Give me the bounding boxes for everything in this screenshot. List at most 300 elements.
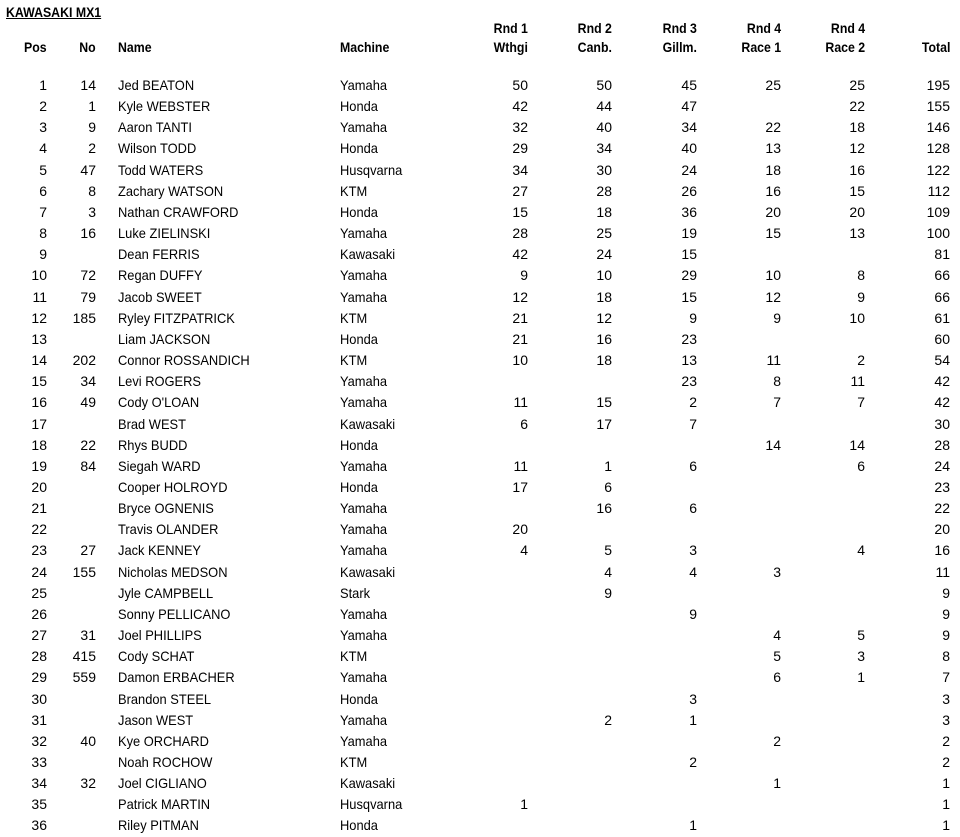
- round4-race1-points-cell: 9: [773, 309, 781, 326]
- total-points-cell: 2: [942, 754, 950, 770]
- round4-race2-points-cell: 15: [849, 182, 865, 199]
- round1-points-cell: 21: [512, 309, 528, 326]
- machine-cell: Yamaha: [340, 77, 388, 93]
- total-points-cell: 195: [926, 77, 950, 93]
- machine-cell: Kawasaki: [340, 415, 396, 432]
- round4-race1-points-cell: 3: [773, 563, 781, 580]
- round1-points-cell: 29: [512, 140, 528, 157]
- round3-points-cell: 40: [681, 140, 697, 157]
- round2-points-cell: 17: [596, 415, 612, 432]
- round3-points-cell: 15: [681, 246, 697, 263]
- header-round3-line1: Rnd 3: [662, 20, 697, 36]
- round4-race1-points-cell: 14: [765, 436, 781, 453]
- rider-name-cell: Siegah WARD: [118, 457, 201, 474]
- total-points-cell: 23: [934, 478, 950, 495]
- table-row: [0, 646, 960, 667]
- header-round3-line2: Gillm.: [662, 39, 697, 55]
- round2-points-cell: 18: [596, 352, 612, 369]
- total-points-cell: 54: [934, 352, 950, 369]
- rider-name-cell: Levi ROGERS: [118, 373, 202, 390]
- rider-number-cell: 84: [80, 457, 96, 474]
- round1-points-cell: 20: [512, 521, 528, 538]
- total-points-cell: 9: [942, 584, 950, 601]
- rider-number-cell: 155: [72, 563, 96, 580]
- round3-points-cell: 7: [689, 415, 697, 432]
- rider-name-cell: Ryley FITZPATRICK: [118, 309, 235, 326]
- rider-name-cell: Kyle WEBSTER: [118, 98, 211, 115]
- position-cell: 15: [31, 373, 47, 390]
- round4-race1-points-cell: 2: [773, 732, 781, 749]
- round3-points-cell: 36: [681, 203, 697, 220]
- rider-name-cell: Luke ZIELINSKI: [118, 225, 211, 242]
- round2-points-cell: 44: [596, 98, 612, 115]
- total-points-cell: 11: [935, 563, 950, 580]
- position-cell: 20: [31, 478, 47, 495]
- round4-race1-points-cell: 5: [773, 648, 781, 665]
- rider-name-cell: Riley PITMAN: [118, 817, 199, 834]
- machine-cell: KTM: [340, 309, 368, 326]
- position-cell: 1: [39, 77, 47, 93]
- rider-name-cell: Sonny PELLICANO: [118, 605, 231, 622]
- round4-race2-points-cell: 22: [849, 98, 865, 115]
- header-round3: [663, 19, 697, 57]
- rider-name-cell: Brad WEST: [118, 415, 186, 432]
- round1-points-cell: 1: [520, 796, 528, 813]
- round2-points-cell: 9: [604, 584, 612, 601]
- round4-race1-points-cell: 1: [773, 775, 781, 792]
- machine-cell: Honda: [340, 690, 378, 707]
- round1-points-cell: 28: [512, 225, 528, 242]
- table-row: [0, 667, 960, 688]
- round1-points-cell: 6: [520, 415, 528, 432]
- table-row: [0, 244, 960, 265]
- round2-points-cell: 5: [604, 542, 612, 559]
- rider-number-cell: 9: [88, 119, 96, 136]
- table-row: [0, 562, 960, 583]
- round2-points-cell: 16: [596, 330, 612, 347]
- position-cell: 31: [31, 711, 47, 728]
- round4-race2-points-cell: 9: [857, 288, 865, 305]
- rider-number-cell: 3: [88, 203, 96, 220]
- table-row: [0, 498, 960, 519]
- rider-number-cell: 202: [72, 352, 96, 369]
- header-round4-race1-line2: Race 1: [741, 39, 781, 55]
- machine-cell: Yamaha: [340, 394, 388, 411]
- total-points-cell: 9: [942, 627, 950, 644]
- round1-points-cell: 17: [512, 478, 528, 495]
- round4-race2-points-cell: 25: [849, 77, 865, 93]
- round3-points-cell: 2: [689, 754, 697, 770]
- total-points-cell: 128: [926, 140, 950, 157]
- round4-race2-points-cell: 18: [849, 119, 865, 136]
- table-row: [0, 773, 960, 794]
- round1-points-cell: 42: [512, 246, 528, 263]
- round3-points-cell: 47: [681, 98, 697, 115]
- rider-number-cell: 1: [88, 98, 96, 115]
- round4-race2-points-cell: 16: [849, 161, 865, 178]
- round3-points-cell: 3: [689, 690, 697, 707]
- rider-name-cell: Joel CIGLIANO: [118, 775, 207, 792]
- table-row: [0, 794, 960, 815]
- round2-points-cell: 18: [596, 203, 612, 220]
- total-points-cell: 122: [926, 161, 950, 178]
- header-round4-race2: [825, 19, 865, 57]
- rider-name-cell: Jed BEATON: [118, 77, 195, 93]
- position-cell: 27: [31, 627, 47, 644]
- table-row: [0, 752, 960, 773]
- machine-cell: Yamaha: [340, 267, 388, 284]
- machine-cell: KTM: [340, 648, 368, 665]
- round4-race1-points-cell: 6: [773, 669, 781, 686]
- round1-points-cell: 12: [512, 288, 528, 305]
- table-row: [0, 265, 960, 286]
- round4-race2-points-cell: 6: [857, 457, 865, 474]
- position-cell: 7: [39, 203, 47, 220]
- table-row: [0, 689, 960, 710]
- round4-race1-points-cell: 25: [765, 77, 781, 93]
- round4-race2-points-cell: 3: [857, 648, 865, 665]
- header-round2-line1: Rnd 2: [577, 20, 612, 36]
- round4-race1-points-cell: 11: [766, 352, 781, 369]
- table-row: [0, 371, 960, 392]
- round4-race1-points-cell: 8: [773, 373, 781, 390]
- total-points-cell: 109: [926, 203, 950, 220]
- table-row: [0, 435, 960, 456]
- round3-points-cell: 9: [689, 605, 697, 622]
- round4-race2-points-cell: 13: [849, 225, 865, 242]
- machine-cell: Yamaha: [340, 521, 388, 538]
- round2-points-cell: 25: [596, 225, 612, 242]
- rider-name-cell: Connor ROSSANDICH: [118, 352, 250, 369]
- rider-number-cell: 559: [72, 669, 96, 686]
- table-row: [0, 710, 960, 731]
- round4-race1-points-cell: 10: [765, 267, 781, 284]
- round3-points-cell: 34: [681, 119, 697, 136]
- rider-name-cell: Jacob SWEET: [118, 288, 202, 305]
- table-row: [0, 350, 960, 371]
- table-row: [0, 308, 960, 329]
- position-cell: 30: [31, 690, 47, 707]
- round4-race1-points-cell: 16: [765, 182, 781, 199]
- rider-name-cell: Cody O'LOAN: [118, 394, 200, 411]
- total-points-cell: 61: [934, 309, 950, 326]
- rider-name-cell: Rhys BUDD: [118, 436, 188, 453]
- machine-cell: Stark: [340, 584, 371, 601]
- position-cell: 22: [31, 521, 47, 538]
- round1-points-cell: 42: [512, 98, 528, 115]
- total-points-cell: 155: [926, 98, 950, 115]
- round2-points-cell: 16: [596, 500, 612, 517]
- position-cell: 2: [39, 98, 47, 115]
- table-row: [0, 117, 960, 138]
- round4-race2-points-cell: 11: [850, 373, 865, 390]
- table-row: [0, 815, 960, 836]
- round3-points-cell: 4: [689, 563, 697, 580]
- rider-number-cell: 27: [80, 542, 96, 559]
- rider-name-cell: Cooper HOLROYD: [118, 478, 228, 495]
- round3-points-cell: 13: [681, 352, 697, 369]
- table-row: [0, 202, 960, 223]
- rider-name-cell: Patrick MARTIN: [118, 796, 211, 813]
- table-row: [0, 519, 960, 540]
- rider-number-cell: 16: [80, 225, 96, 242]
- document-title: KAWASAKI MX1: [6, 4, 102, 20]
- round1-points-cell: 11: [513, 394, 528, 411]
- round2-points-cell: 30: [596, 161, 612, 178]
- machine-cell: Yamaha: [340, 732, 388, 749]
- round2-points-cell: 10: [596, 267, 612, 284]
- rider-name-cell: Dean FERRIS: [118, 246, 200, 263]
- table-row: [0, 392, 960, 413]
- round3-points-cell: 2: [689, 394, 697, 411]
- position-cell: 16: [31, 394, 47, 411]
- round3-points-cell: 26: [681, 182, 697, 199]
- table-row: [0, 456, 960, 477]
- position-cell: 23: [31, 542, 47, 559]
- total-points-cell: 1: [942, 796, 950, 813]
- header-machine: Machine: [340, 39, 390, 55]
- round3-points-cell: 1: [689, 817, 697, 834]
- total-points-cell: 146: [926, 119, 950, 136]
- position-cell: 32: [31, 732, 47, 749]
- header-round4-race1-line1: Rnd 4: [746, 20, 781, 36]
- total-points-cell: 7: [942, 669, 950, 686]
- round4-race2-points-cell: 7: [857, 394, 865, 411]
- round4-race2-points-cell: 2: [857, 352, 865, 369]
- total-points-cell: 1: [942, 817, 950, 834]
- table-row: [0, 75, 960, 96]
- round2-points-cell: 2: [604, 711, 612, 728]
- machine-cell: Yamaha: [340, 457, 388, 474]
- rider-name-cell: Bryce OGNENIS: [118, 500, 214, 517]
- machine-cell: Husqvarna: [340, 161, 403, 178]
- total-points-cell: 3: [942, 711, 950, 728]
- rider-number-cell: 22: [80, 436, 96, 453]
- machine-cell: Yamaha: [340, 119, 388, 136]
- round2-points-cell: 4: [604, 563, 612, 580]
- machine-cell: Yamaha: [340, 542, 388, 559]
- rider-name-cell: Jack KENNEY: [118, 542, 202, 559]
- table-row: [0, 625, 960, 646]
- machine-cell: KTM: [340, 182, 368, 199]
- total-points-cell: 100: [926, 225, 950, 242]
- round3-points-cell: 3: [689, 542, 697, 559]
- table-row: [0, 731, 960, 752]
- total-points-cell: 22: [934, 500, 950, 517]
- machine-cell: Yamaha: [340, 605, 388, 622]
- rider-number-cell: 2: [88, 140, 96, 157]
- machine-cell: Kawasaki: [340, 246, 396, 263]
- rider-number-cell: 47: [80, 161, 96, 178]
- round4-race2-points-cell: 4: [857, 542, 865, 559]
- rider-number-cell: 8: [88, 182, 96, 199]
- machine-cell: Yamaha: [340, 225, 388, 242]
- total-points-cell: 112: [927, 182, 950, 199]
- table-row: [0, 604, 960, 625]
- total-points-cell: 30: [934, 415, 950, 432]
- total-points-cell: 9: [942, 605, 950, 622]
- position-cell: 5: [39, 161, 47, 178]
- round4-race2-points-cell: 8: [857, 267, 865, 284]
- rider-name-cell: Travis OLANDER: [118, 521, 219, 538]
- header-round4-race2-line1: Rnd 4: [830, 20, 865, 36]
- round3-points-cell: 29: [681, 267, 697, 284]
- machine-cell: Honda: [340, 98, 378, 115]
- position-cell: 35: [31, 796, 47, 813]
- position-cell: 34: [31, 775, 47, 792]
- total-points-cell: 81: [934, 246, 950, 263]
- total-points-cell: 42: [934, 394, 950, 411]
- round3-points-cell: 23: [681, 373, 697, 390]
- machine-cell: Honda: [340, 140, 378, 157]
- table-row: [0, 223, 960, 244]
- position-cell: 11: [32, 288, 47, 305]
- position-cell: 19: [31, 457, 47, 474]
- table-row: [0, 477, 960, 498]
- machine-cell: KTM: [340, 754, 368, 770]
- header-pos: Pos: [24, 39, 47, 55]
- round4-race1-points-cell: 13: [765, 140, 781, 157]
- table-row: [0, 138, 960, 159]
- rider-name-cell: Todd WATERS: [118, 161, 204, 178]
- round2-points-cell: 6: [604, 478, 612, 495]
- round4-race2-points-cell: 20: [849, 203, 865, 220]
- round3-points-cell: 15: [681, 288, 697, 305]
- rider-name-cell: Damon ERBACHER: [118, 669, 235, 686]
- machine-cell: Honda: [340, 203, 378, 220]
- table-row: [0, 160, 960, 181]
- machine-cell: Yamaha: [340, 627, 388, 644]
- header-total: Total: [921, 39, 950, 55]
- round4-race1-points-cell: 15: [765, 225, 781, 242]
- position-cell: 24: [31, 563, 47, 580]
- rider-name-cell: Aaron TANTI: [118, 119, 192, 136]
- round1-points-cell: 21: [512, 330, 528, 347]
- round1-points-cell: 9: [520, 267, 528, 284]
- machine-cell: Kawasaki: [340, 563, 396, 580]
- rider-number-cell: 49: [80, 394, 96, 411]
- header-round4-race1: [741, 19, 781, 57]
- total-points-cell: 16: [934, 542, 950, 559]
- rider-name-cell: Jyle CAMPBELL: [118, 584, 214, 601]
- total-points-cell: 20: [934, 521, 950, 538]
- round2-points-cell: 24: [596, 246, 612, 263]
- round4-race1-points-cell: 4: [773, 627, 781, 644]
- machine-cell: Honda: [340, 436, 378, 453]
- total-points-cell: 66: [934, 288, 950, 305]
- rider-number-cell: 79: [80, 288, 96, 305]
- total-points-cell: 2: [942, 732, 950, 749]
- round1-points-cell: 4: [520, 542, 528, 559]
- round2-points-cell: 40: [596, 119, 612, 136]
- header-round4-race2-line2: Race 2: [825, 39, 865, 55]
- round4-race2-points-cell: 5: [857, 627, 865, 644]
- header-round1-line1: Rnd 1: [493, 20, 528, 36]
- machine-cell: Yamaha: [340, 288, 388, 305]
- rider-number-cell: 34: [80, 373, 96, 390]
- round3-points-cell: 19: [681, 225, 697, 242]
- total-points-cell: 42: [934, 373, 950, 390]
- header-round2-line2: Canb.: [577, 39, 612, 55]
- position-cell: 9: [39, 246, 47, 263]
- round2-points-cell: 12: [596, 309, 612, 326]
- machine-cell: Husqvarna: [340, 796, 403, 813]
- rider-number-cell: 32: [80, 775, 96, 792]
- rider-name-cell: Brandon STEEL: [118, 690, 212, 707]
- header-round1: [494, 19, 528, 57]
- total-points-cell: 1: [942, 775, 950, 792]
- round1-points-cell: 10: [512, 352, 528, 369]
- table-row: [0, 540, 960, 561]
- round1-points-cell: 15: [512, 203, 528, 220]
- rider-name-cell: Regan DUFFY: [118, 267, 203, 284]
- round3-points-cell: 6: [689, 500, 697, 517]
- rider-name-cell: Liam JACKSON: [118, 330, 211, 347]
- total-points-cell: 66: [934, 267, 950, 284]
- header-round2: [578, 19, 612, 57]
- round4-race1-points-cell: 22: [765, 119, 781, 136]
- round2-points-cell: 34: [596, 140, 612, 157]
- position-cell: 17: [31, 415, 47, 432]
- position-cell: 28: [31, 648, 47, 665]
- rider-number-cell: 415: [72, 648, 96, 665]
- round2-points-cell: 18: [596, 288, 612, 305]
- round1-points-cell: 11: [513, 457, 528, 474]
- table-row: [0, 414, 960, 435]
- table-row: [0, 329, 960, 350]
- rider-name-cell: Cody SCHAT: [118, 648, 195, 665]
- round1-points-cell: 27: [512, 182, 528, 199]
- machine-cell: Honda: [340, 478, 378, 495]
- rider-number-cell: 40: [80, 732, 96, 749]
- table-row: [0, 181, 960, 202]
- round1-points-cell: 50: [512, 77, 528, 93]
- rider-name-cell: Kye ORCHARD: [118, 732, 209, 749]
- total-points-cell: 60: [934, 330, 950, 347]
- machine-cell: Yamaha: [340, 669, 388, 686]
- table-row: [0, 96, 960, 117]
- rider-name-cell: Joel PHILLIPS: [118, 627, 202, 644]
- header-name: Name: [118, 39, 152, 55]
- position-cell: 14: [31, 352, 47, 369]
- round4-race1-points-cell: 7: [773, 394, 781, 411]
- position-cell: 10: [31, 267, 47, 284]
- machine-cell: Kawasaki: [340, 775, 396, 792]
- round4-race1-points-cell: 18: [765, 161, 781, 178]
- round3-points-cell: 23: [681, 330, 697, 347]
- position-cell: 36: [31, 817, 47, 834]
- round4-race2-points-cell: 1: [857, 669, 865, 686]
- round3-points-cell: 1: [689, 711, 697, 728]
- round4-race2-points-cell: 12: [849, 140, 865, 157]
- rider-name-cell: Jason WEST: [118, 711, 194, 728]
- machine-cell: Yamaha: [340, 373, 388, 390]
- rider-number-cell: 31: [80, 627, 96, 644]
- round2-points-cell: 15: [596, 394, 612, 411]
- round3-points-cell: 45: [681, 77, 697, 93]
- round2-points-cell: 1: [604, 457, 612, 474]
- rider-name-cell: Nathan CRAWFORD: [118, 203, 239, 220]
- position-cell: 25: [31, 584, 47, 601]
- position-cell: 13: [31, 330, 47, 347]
- machine-cell: Honda: [340, 817, 378, 834]
- round4-race1-points-cell: 20: [765, 203, 781, 220]
- machine-cell: Honda: [340, 330, 378, 347]
- round3-points-cell: 24: [681, 161, 697, 178]
- table-row: [0, 583, 960, 604]
- position-cell: 3: [39, 119, 47, 136]
- rider-name-cell: Wilson TODD: [118, 140, 197, 157]
